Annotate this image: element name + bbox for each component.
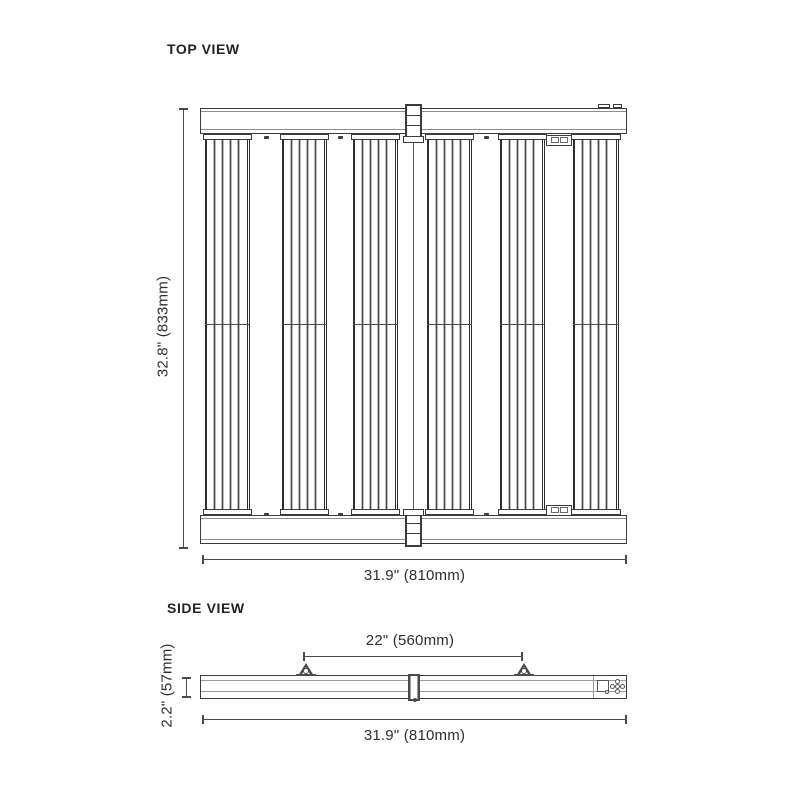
bar-joint-line xyxy=(500,324,545,325)
junction-box-bottom xyxy=(546,505,572,516)
hanging-hook-left-icon xyxy=(298,663,314,676)
hook-ring xyxy=(303,668,309,674)
dimension-line-height-top-view xyxy=(183,108,184,549)
led-bar xyxy=(205,134,250,515)
top-view-drawing xyxy=(200,108,627,544)
center-seam-line xyxy=(413,134,414,515)
button-down-icon xyxy=(615,689,620,694)
dimension-label-hanger-spacing: 22" (560mm) xyxy=(365,632,455,649)
dimension-line-height-side-view xyxy=(186,677,187,698)
bar-joint-line xyxy=(205,324,250,325)
dimension-label-height-side-view: 2.2" (57mm) xyxy=(158,643,176,728)
control-button-cluster xyxy=(610,679,625,694)
top-view-title: TOP VIEW xyxy=(167,41,240,57)
dimension-line-width-top-view xyxy=(202,559,627,560)
fastener-dot xyxy=(484,513,489,516)
dimension-line-hanger-spacing xyxy=(303,656,523,657)
led-bar xyxy=(573,134,619,515)
hook-ring xyxy=(521,668,527,674)
bar-joint-line xyxy=(282,324,327,325)
side-view-drawing xyxy=(200,675,627,699)
led-bar xyxy=(427,134,472,515)
led-bar xyxy=(353,134,398,515)
led-bar xyxy=(282,134,327,515)
fastener-dot xyxy=(338,513,343,516)
bar-joint-line xyxy=(353,324,398,325)
fastener-dot xyxy=(264,136,269,139)
center-connector-bottom xyxy=(405,512,422,547)
indicator-led-icon xyxy=(605,690,609,694)
fastener-dot xyxy=(338,136,343,139)
bar-joint-line xyxy=(427,324,472,325)
side-view-title: SIDE VIEW xyxy=(167,600,245,616)
center-connector-top xyxy=(405,104,422,140)
hanging-hook-right-icon xyxy=(516,663,532,676)
bar-joint-line xyxy=(573,324,619,325)
control-panel-divider xyxy=(593,676,594,698)
junction-box-top xyxy=(546,135,572,146)
dimension-line-width-side-view xyxy=(202,719,627,720)
button-right-icon xyxy=(620,684,625,689)
dimension-label-width-top-view: 31.9" (810mm) xyxy=(363,567,466,584)
led-bar xyxy=(500,134,545,515)
dimension-label-height-top-view: 32.8" (833mm) xyxy=(154,275,172,378)
dimension-label-width-side-view: 31.9" (810mm) xyxy=(363,727,466,744)
fastener-dot xyxy=(484,136,489,139)
center-hinge xyxy=(408,674,420,701)
fastener-dot xyxy=(264,513,269,516)
